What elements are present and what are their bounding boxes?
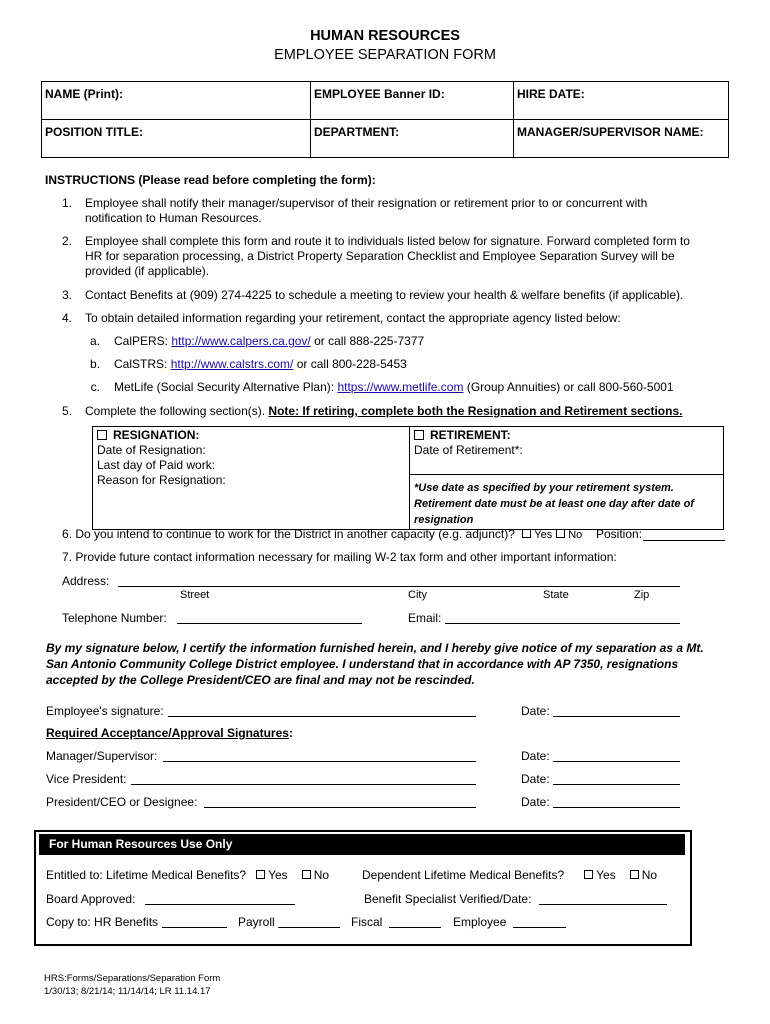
no-label: No bbox=[641, 868, 658, 882]
instruction-number: 3. bbox=[61, 288, 72, 302]
position-label: Position: bbox=[596, 527, 643, 541]
city-caption: City bbox=[408, 589, 427, 601]
position-title-field[interactable]: POSITION TITLE: bbox=[42, 120, 311, 158]
agency-phone: or call 800-228-5453 bbox=[293, 357, 407, 371]
date-label: Date: bbox=[521, 772, 550, 786]
street-caption: Street bbox=[180, 589, 210, 601]
footer-revisions: 1/30/13; 8/21/14; 11/14/14; LR 11.14.17 bbox=[44, 986, 211, 997]
president-signature-line[interactable] bbox=[204, 807, 476, 808]
form-subtitle: EMPLOYEE SEPARATION FORM bbox=[274, 47, 496, 63]
dependent-benefits-row bbox=[362, 868, 657, 882]
instruction-text: Employee shall notify their manager/supervisor of their resignation or retirement prior to or concurrent with notification to Human Resources. bbox=[85, 196, 648, 225]
dependent-benefits-label: Dependent Lifetime Medical Benefits? bbox=[362, 868, 565, 882]
question-6 bbox=[62, 527, 582, 541]
resignation-checkbox[interactable] bbox=[97, 430, 107, 440]
specialist-verified-line[interactable] bbox=[539, 904, 667, 905]
telephone-label: Telephone Number: bbox=[62, 611, 167, 625]
manager-date-line[interactable] bbox=[553, 761, 680, 762]
department-field[interactable]: DEPARTMENT: bbox=[311, 120, 514, 158]
banner-id-field[interactable]: EMPLOYEE Banner ID: bbox=[311, 82, 514, 120]
copy-employee-label: Employee bbox=[453, 915, 507, 929]
yes-label: Yes bbox=[534, 529, 553, 541]
copy-payroll-label: Payroll bbox=[238, 915, 275, 929]
no-label: No bbox=[313, 868, 330, 882]
board-approved-line[interactable] bbox=[145, 904, 295, 905]
address-label: Address: bbox=[62, 574, 110, 588]
retirement-note: *Use date as specified by your retirement system. Retirement date must be at least one day after date of resignation bbox=[410, 474, 723, 528]
manager-signature-label: Manager/Supervisor: bbox=[46, 749, 158, 763]
agency-metlife bbox=[114, 380, 674, 395]
retirement-heading: RETIREMENT: bbox=[414, 428, 719, 443]
copy-fiscal-label: Fiscal bbox=[351, 915, 383, 929]
instruction-number: 2. bbox=[61, 234, 72, 248]
no-checkbox[interactable] bbox=[556, 529, 565, 538]
copy-hr-benefits-label: Copy to: HR Benefits bbox=[46, 915, 159, 929]
hr-use-heading: For Human Resources Use Only bbox=[39, 834, 685, 855]
position-line[interactable] bbox=[643, 540, 725, 541]
email-label: Email: bbox=[408, 611, 442, 625]
agency-phone: (Group Annuities) or call 800-560-5001 bbox=[463, 380, 674, 394]
instruction-number: 4. bbox=[61, 311, 72, 325]
address-line[interactable] bbox=[118, 586, 680, 587]
hire-date-field[interactable]: HIRE DATE: bbox=[514, 82, 729, 120]
retiring-note: Note: If retiring, complete both the Resignation and Retirement sections. bbox=[268, 404, 683, 418]
vp-signature-label: Vice President: bbox=[46, 772, 127, 786]
instruction-number: 1. bbox=[61, 196, 72, 210]
agency-name: MetLife (Social Security Alternative Plan): bbox=[114, 380, 338, 394]
lifetime-benefits-row bbox=[46, 868, 329, 882]
calpers-link[interactable]: http://www.calpers.ca.gov/ bbox=[171, 334, 311, 348]
date-label: Date: bbox=[521, 795, 550, 809]
footer-path: HRS:Forms/Separations/Separation Form bbox=[44, 973, 221, 984]
resignation-date-label: Date of Resignation: bbox=[97, 443, 206, 457]
question-7: 7. Provide future contact information necessary for mailing W-2 tax form and other important information: bbox=[62, 550, 617, 564]
resignation-reason-label: Reason for Resignation: bbox=[97, 473, 226, 487]
copy-fiscal-line[interactable] bbox=[389, 927, 441, 928]
date-label: Date: bbox=[521, 749, 550, 763]
metlife-link[interactable]: https://www.metlife.com bbox=[337, 380, 464, 394]
president-signature-label: President/CEO or Designee: bbox=[46, 795, 198, 809]
dependent-yes-checkbox[interactable] bbox=[584, 870, 593, 879]
instructions-heading: INSTRUCTIONS (Please read before completing the form): bbox=[45, 173, 376, 187]
question-6-text: 6. Do you intend to continue to work for the District in another capacity (e.g. adjunct)? bbox=[62, 527, 519, 541]
last-paid-day-label: Last day of Paid work: bbox=[97, 458, 216, 472]
president-date-line[interactable] bbox=[553, 807, 680, 808]
employee-date-line[interactable] bbox=[553, 716, 680, 717]
instruction-text: Employee shall complete this form and route it to individuals listed below for signature. Forward completed form to HR for separation processing, a District Property Separation Checklist and Employee Separation Survey will be provided (if applicable). bbox=[85, 234, 690, 278]
yes-label: Yes bbox=[268, 868, 288, 882]
instruction-text: To obtain detailed information regarding your retirement, contact the appropriate agency listed below: bbox=[85, 311, 621, 325]
resignation-retirement-table bbox=[92, 426, 724, 530]
instruction-5-text: Complete the following section(s). bbox=[85, 404, 269, 418]
resignation-heading: RESIGNATION: bbox=[97, 428, 405, 443]
agency-letter: a. bbox=[89, 334, 100, 348]
agency-phone: or call 888-225-7377 bbox=[310, 334, 425, 348]
copy-hr-benefits-line[interactable] bbox=[162, 927, 227, 928]
telephone-line[interactable] bbox=[177, 623, 362, 624]
agency-letter: c. bbox=[90, 380, 100, 394]
agency-name: CalSTRS: bbox=[114, 357, 171, 371]
date-label: Date: bbox=[521, 704, 550, 718]
employee-info-table bbox=[41, 81, 729, 158]
copy-employee-line[interactable] bbox=[513, 927, 566, 928]
agency-calpers bbox=[114, 334, 424, 349]
retirement-section bbox=[410, 427, 724, 530]
instruction-text: Contact Benefits at (909) 274-4225 to schedule a meeting to review your health & welfare benefits (if applicable). bbox=[85, 288, 684, 302]
retirement-date-label: Date of Retirement*: bbox=[414, 443, 523, 457]
yes-checkbox[interactable] bbox=[522, 529, 531, 538]
dependent-no-checkbox[interactable] bbox=[630, 870, 639, 879]
employee-signature-label: Employee's signature: bbox=[46, 704, 164, 718]
agency-letter: b. bbox=[89, 357, 100, 371]
board-approved-label: Board Approved: bbox=[46, 892, 136, 906]
instruction-number: 5. bbox=[61, 404, 72, 418]
manager-signature-line[interactable] bbox=[163, 761, 476, 762]
copy-payroll-line[interactable] bbox=[278, 927, 340, 928]
vp-date-line[interactable] bbox=[553, 784, 680, 785]
lifetime-no-checkbox[interactable] bbox=[302, 870, 311, 879]
manager-name-field[interactable]: MANAGER/SUPERVISOR NAME: bbox=[514, 120, 729, 158]
no-label: No bbox=[568, 529, 583, 541]
name-field[interactable]: NAME (Print): bbox=[42, 82, 311, 120]
specialist-verified-label: Benefit Specialist Verified/Date: bbox=[364, 892, 532, 906]
agency-name: CalPERS: bbox=[114, 334, 172, 348]
certification-statement: By my signature below, I certify the information furnished herein, and I hereby give notice of my separation as a Mt. San Antonio Community College District employee. I understand that in accordance with AP 7350, resignations accepted by the College President/CEO are final and may not be rescinded. bbox=[46, 641, 704, 687]
retirement-checkbox[interactable] bbox=[414, 430, 424, 440]
email-line[interactable] bbox=[445, 623, 680, 624]
form-footer bbox=[44, 972, 220, 998]
state-caption: State bbox=[543, 589, 569, 601]
agency-calstrs bbox=[114, 357, 407, 372]
resignation-section bbox=[93, 427, 410, 530]
vp-signature-line[interactable] bbox=[131, 784, 476, 785]
employee-signature-line[interactable] bbox=[168, 716, 476, 717]
calstrs-link[interactable]: http://www.calstrs.com/ bbox=[170, 357, 294, 371]
zip-caption: Zip bbox=[634, 589, 650, 601]
yes-label: Yes bbox=[596, 868, 616, 882]
instruction-text bbox=[85, 404, 682, 419]
lifetime-yes-checkbox[interactable] bbox=[256, 870, 265, 879]
required-signatures-heading: Required Acceptance/Approval Signatures: bbox=[46, 726, 293, 740]
lifetime-benefits-label: Entitled to: Lifetime Medical Benefits? bbox=[46, 868, 247, 882]
form-title: HUMAN RESOURCES bbox=[310, 28, 460, 44]
